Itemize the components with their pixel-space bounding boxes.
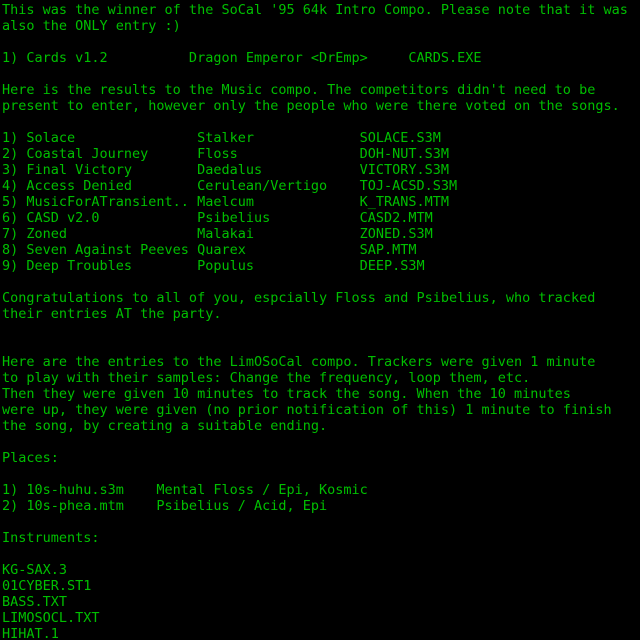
text-line: 6) CASD v2.0 Psibelius CASD2.MTM [2, 210, 433, 226]
text-line-blank [2, 338, 640, 354]
text-line: the song, by creating a suitable ending. [2, 418, 328, 434]
text-line: Congratulations to all of you, espcially Floss and Psibelius, who tracked [2, 290, 596, 306]
text-line: Here is the results to the Music compo. The competitors didn't need to be [2, 82, 596, 98]
text-line: 2) 10s-phea.mtm Psibelius / Acid, Epi [2, 498, 328, 514]
text-line-blank [2, 514, 640, 530]
text-line: KG-SAX.3 [2, 562, 68, 578]
text-line: were up, they were given (no prior notification of this) 1 minute to finish [2, 402, 612, 418]
text-line: Here are the entries to the LimOSoCal compo. Trackers were given 1 minute [2, 354, 596, 370]
text-line-blank [2, 434, 640, 450]
text-line-blank [2, 34, 640, 50]
text-line: 5) MusicForATransient.. Maelcum K_TRANS.MTM [2, 194, 450, 210]
text-line: 1) Solace Stalker SOLACE.S3M [2, 130, 441, 146]
text-line: 3) Final Victory Daedalus VICTORY.S3M [2, 162, 450, 178]
text-line: to play with their samples: Change the frequency, loop them, etc. [2, 370, 531, 386]
text-line-blank [2, 546, 640, 562]
text-line: 2) Coastal Journey Floss DOH-NUT.S3M [2, 146, 450, 162]
text-line: their entries AT the party. [2, 306, 222, 322]
text-line-blank [2, 114, 640, 130]
text-line: LIMOSOCL.TXT [2, 610, 100, 626]
text-line: Then they were given 10 minutes to track the song. When the 10 minutes [2, 386, 571, 402]
text-line: 7) Zoned Malakai ZONED.S3M [2, 226, 433, 242]
text-line: 8) Seven Against Peeves Quarex SAP.MTM [2, 242, 417, 258]
text-line: Places: [2, 450, 59, 466]
text-line: BASS.TXT [2, 594, 68, 610]
text-line: 1) 10s-huhu.s3m Mental Floss / Epi, Kosmic [2, 482, 368, 498]
text-line: 01CYBER.ST1 [2, 578, 92, 594]
text-line: 1) Cards v1.2 Dragon Emperor <DrEmp> CARDS.EXE [2, 50, 482, 66]
text-line: also the ONLY entry :) [2, 18, 181, 34]
text-line-blank [2, 322, 640, 338]
text-line: 9) Deep Troubles Populus DEEP.S3M [2, 258, 425, 274]
text-line: This was the winner of the SoCal '95 64k Intro Compo. Please note that it was [2, 2, 628, 18]
text-line-blank [2, 274, 640, 290]
text-line: present to enter, however only the people who were there voted on the songs. [2, 98, 620, 114]
text-line: HIHAT.1 [2, 626, 59, 640]
text-line-blank [2, 466, 640, 482]
text-line-blank [2, 66, 640, 82]
text-line: Instruments: [2, 530, 100, 546]
text-line: 4) Access Denied Cerulean/Vertigo TOJ-ACSD.S3M [2, 178, 458, 194]
